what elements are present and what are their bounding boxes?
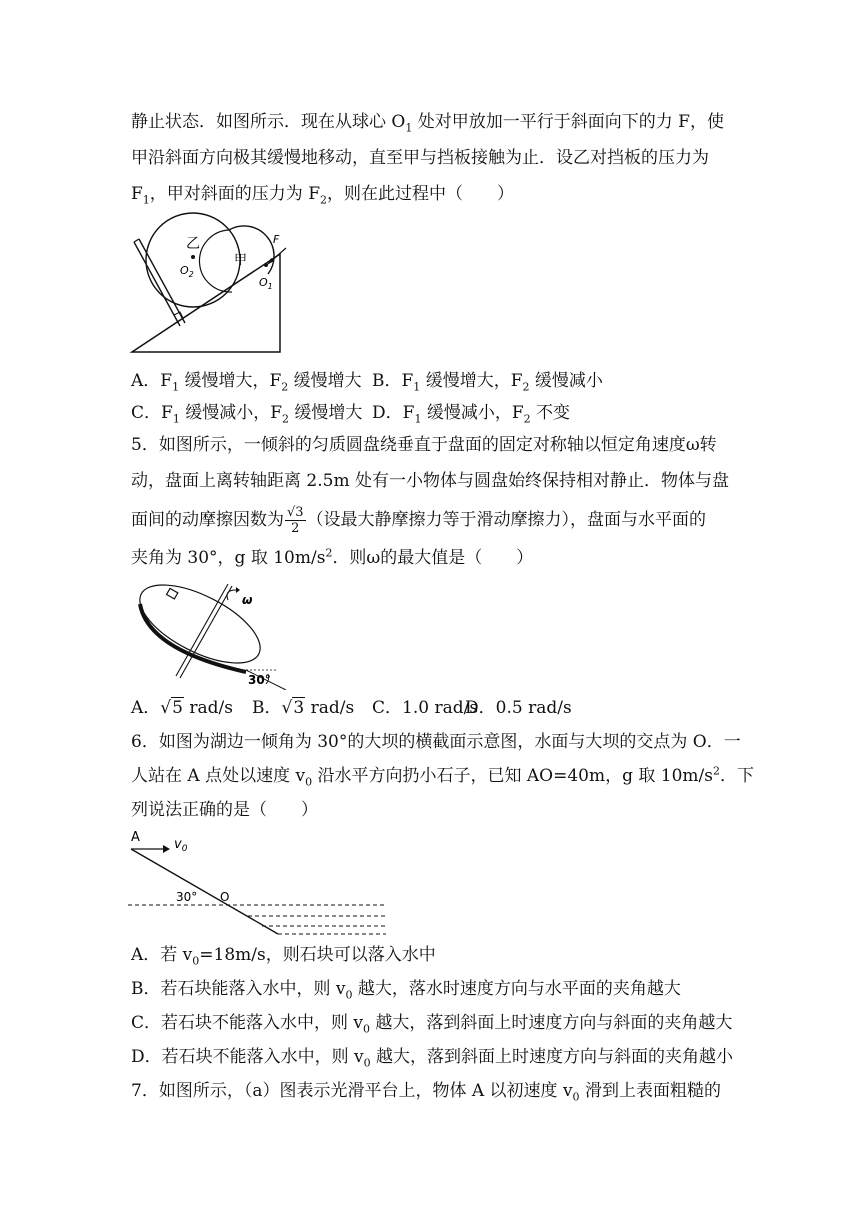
label-yi: 乙: [186, 236, 200, 252]
q6-stem-line-2: 人站在 A 点处以速度 $v_0$ 沿水平方向扔小石子，已知 AO=40m，g 取 $10m/s^2$．下: [131, 764, 755, 789]
q6-option-a[interactable]: A．若 $v_0=18m/s$，则石块可以落入水中: [131, 945, 436, 968]
q6-stem-line-3: 列说法正确的是（ ）: [131, 800, 318, 820]
q4-stem-line-1: 静止状态．如图所示．现在从球心 $O_1$ 处对甲放加一平行于斜面向下的力 F，使: [131, 112, 724, 135]
q5-stem-line-3: 面间的动摩擦因数为 $\frac{√3}{2}$ （设最大静摩擦力等于滑动摩擦力），盘面与水平面的: [131, 505, 707, 536]
q5-option-b[interactable]: B．√3 rad/s: [252, 698, 355, 718]
label-v0: $v_0$: [174, 837, 188, 854]
mu-fraction: $\frac{√3}{2}$: [287, 505, 304, 536]
label-f: F: [273, 233, 280, 246]
q5-figure-tilted-disk: [128, 578, 288, 690]
q5-stem-line-2: 动，盘面上离转轴距离 2.5m 处有一小物体与圆盘始终保持相对静止．物体与盘: [131, 471, 729, 491]
q4-figure-incline-spheres: [128, 212, 288, 357]
q4-option-d[interactable]: D．$F_1$ 缓慢减小，$F_2$ 不变: [372, 403, 571, 426]
label-30deg: 30°: [248, 673, 271, 687]
o2-center-dot: [191, 255, 195, 259]
label-o1: $O_1$: [259, 276, 273, 291]
q6-option-b[interactable]: B．若石块能落入水中，则 $v_0$ 越大，落水时速度方向与水平面的夹角越大: [131, 979, 681, 1002]
q5-option-a[interactable]: A．√5 rad/s: [131, 698, 233, 718]
q7-stem-line-1: 7．如图所示，（a）图表示光滑平台上，物体 A 以初速度 $v_0$ 滑到上表面粗糙的: [131, 1081, 721, 1104]
label-o2: $O_2$: [180, 264, 194, 279]
q5-stem-line-4: 夹角为 30°，g 取 $10m/s^2$．则ω的最大值是（ ）: [131, 546, 534, 568]
q4-option-c[interactable]: C．$F_1$ 缓慢减小，$F_2$ 缓慢增大: [131, 403, 363, 426]
q4-stem-line-2: 甲沿斜面方向极其缓慢地移动，直至甲与挡板接触为止．设乙对挡板的压力为: [131, 148, 709, 168]
q4-option-b[interactable]: B．$F_1$ 缓慢增大，$F_2$ 缓慢减小: [372, 371, 603, 394]
q6-stem-line-1: 6．如图为湖边一倾角为 30°的大坝的横截面示意图，水面与大坝的交点为 O．一: [131, 732, 741, 752]
o1-center-dot: [264, 263, 268, 267]
label-a: A: [131, 830, 140, 845]
q5-option-d[interactable]: D．0.5 rad/s: [465, 698, 572, 718]
q6-figure-dam: [128, 826, 386, 936]
q4-stem-line-3: $F_1$，甲对斜面的压力为 $F_2$，则在此过程中（ ）: [131, 184, 514, 207]
label-omega: ω: [242, 593, 253, 607]
small-object: [167, 588, 178, 599]
q6-option-c[interactable]: C．若石块不能落入水中，则 $v_0$ 越大，落到斜面上时速度方向与斜面的夹角越大: [131, 1013, 733, 1036]
label-o: O: [220, 890, 230, 904]
q4-option-a[interactable]: A．$F_1$ 缓慢增大，$F_2$ 缓慢增大: [131, 371, 362, 394]
label-jia: 甲: [234, 253, 248, 268]
q5-option-c[interactable]: C．1.0 rad/s: [372, 698, 479, 718]
label-30deg: 30°: [176, 890, 198, 904]
q6-option-d[interactable]: D．若石块不能落入水中，则 $v_0$ 越大，落到斜面上时速度方向与斜面的夹角越小: [131, 1047, 734, 1070]
q5-stem-line-1: 5．如图所示，一倾斜的匀质圆盘绕垂直于盘面的固定对称轴以恒定角速度ω转: [131, 435, 717, 455]
